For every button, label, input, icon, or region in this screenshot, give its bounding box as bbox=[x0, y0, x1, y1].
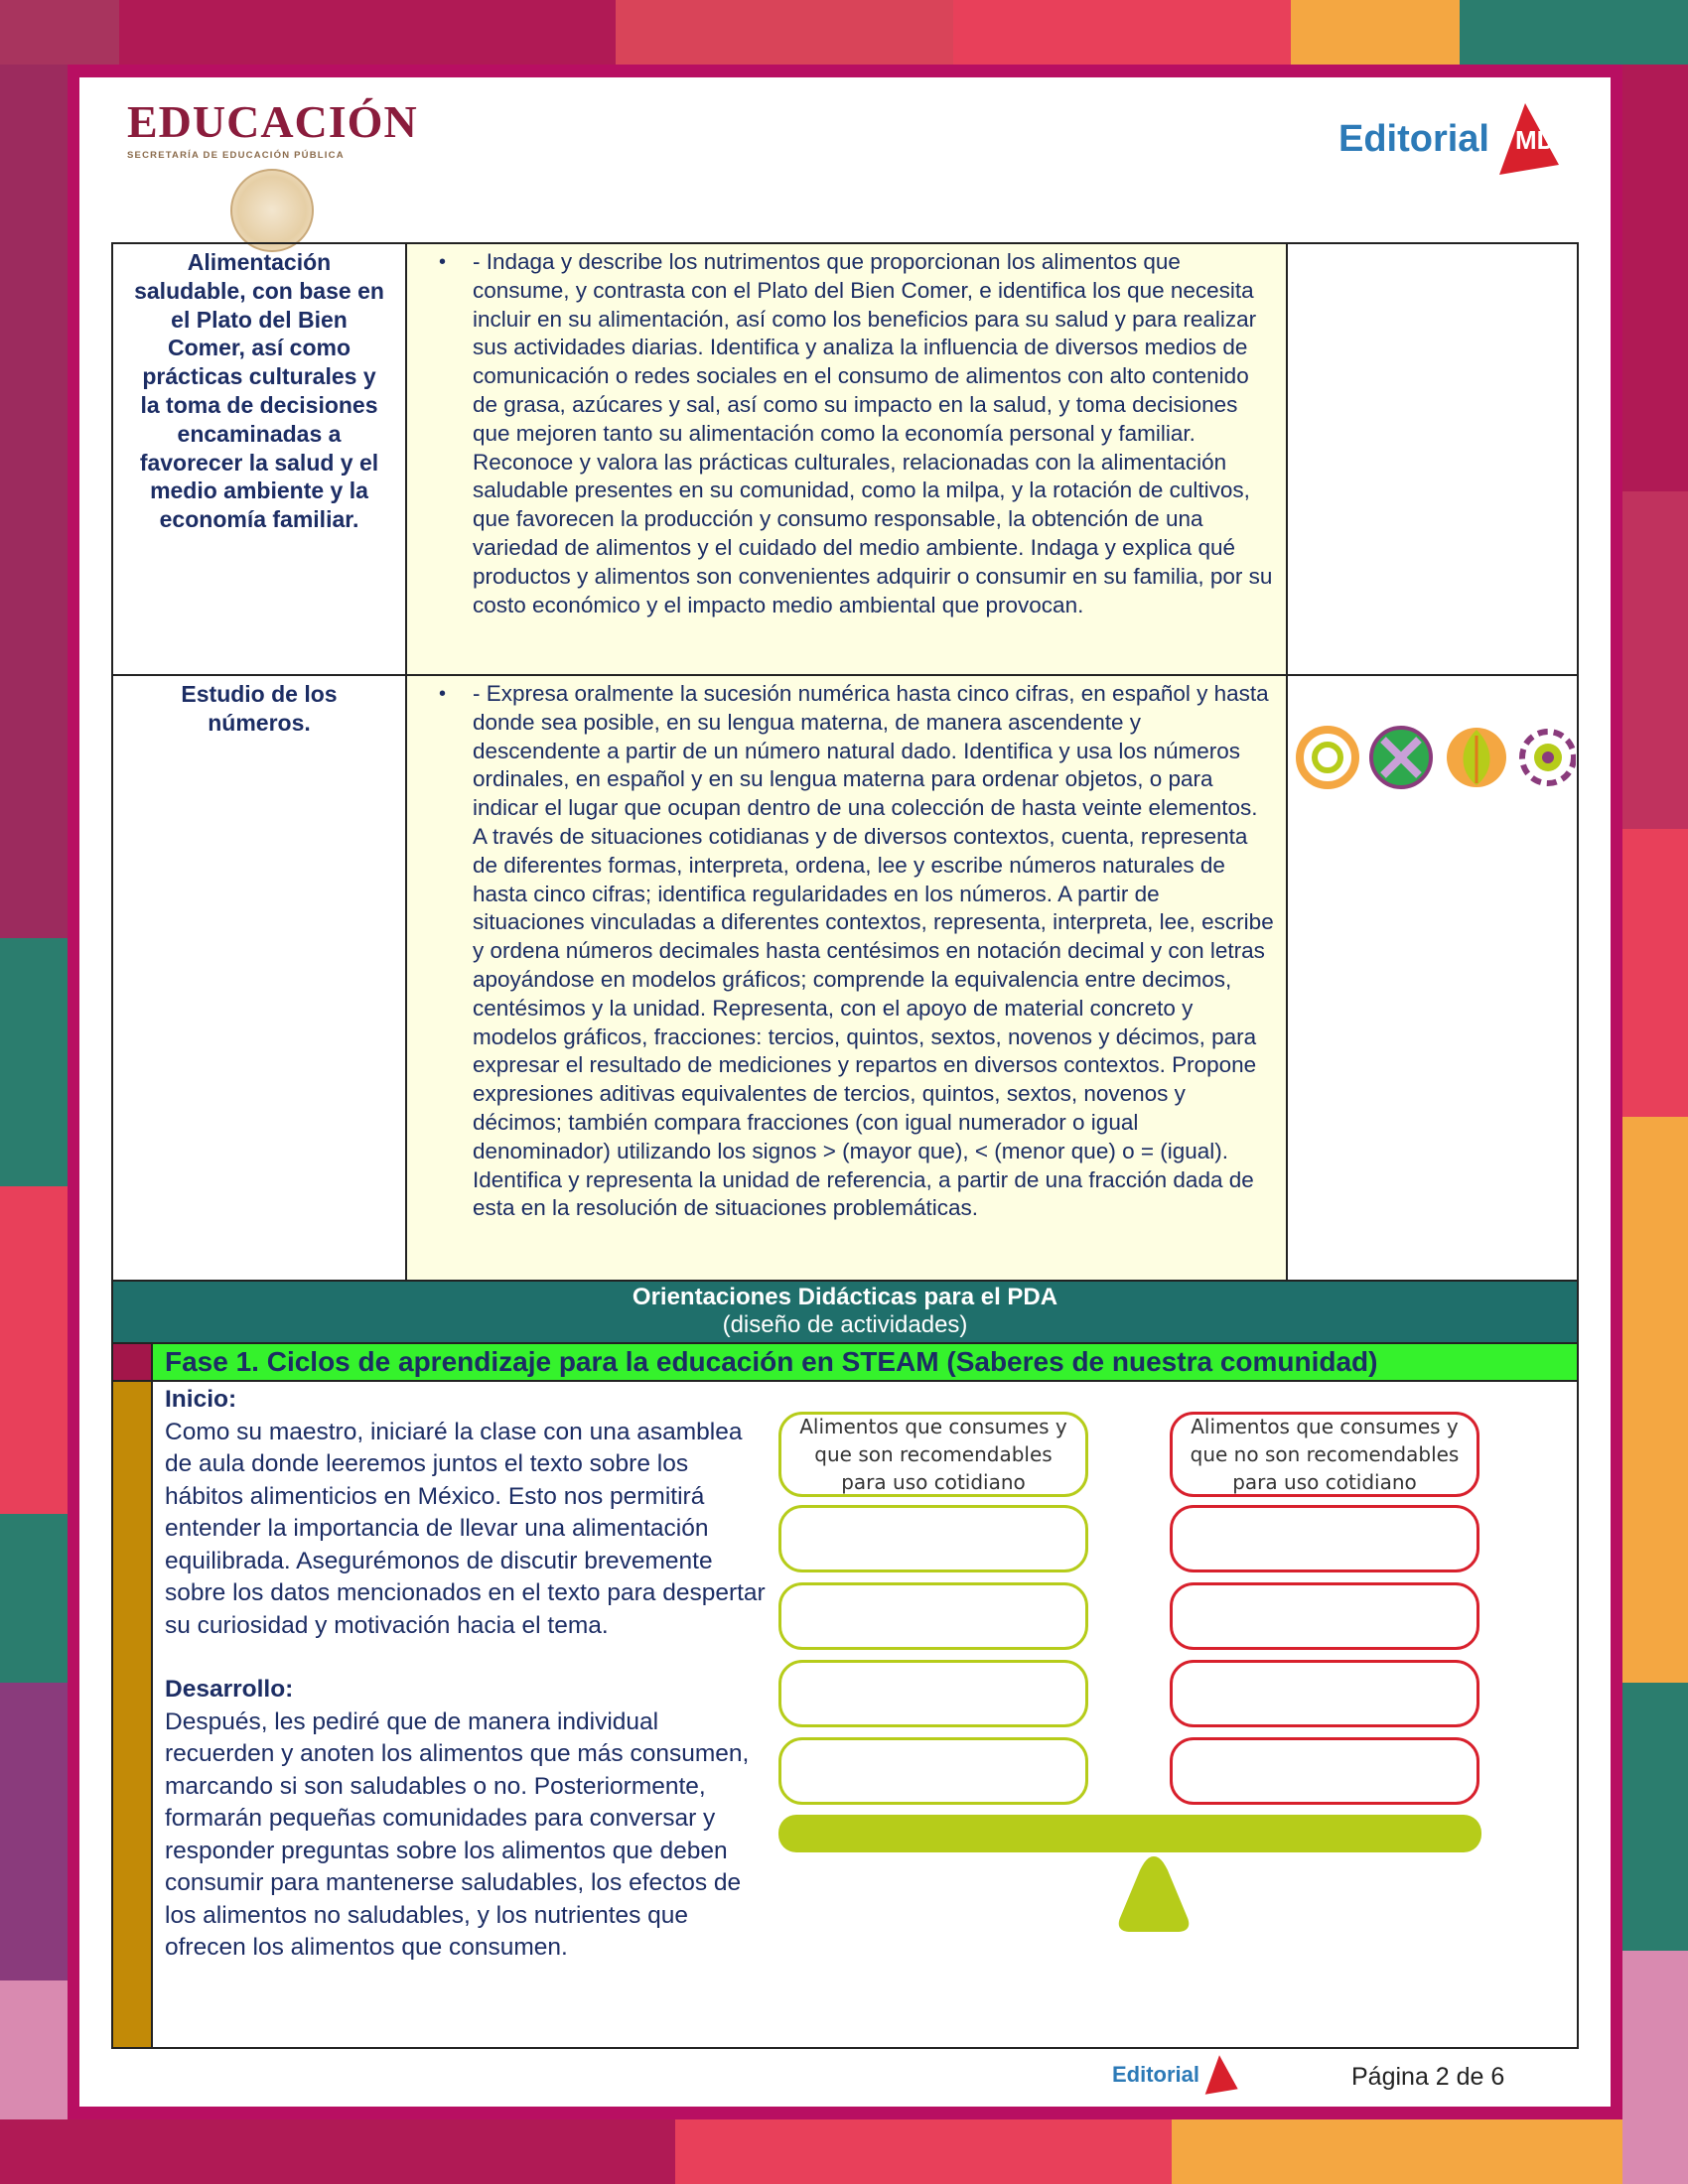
balance-fulcrum-icon bbox=[1114, 1852, 1194, 1936]
balance-worksheet bbox=[153, 1382, 1577, 2047]
content-cell: Estudio de los números. bbox=[113, 676, 407, 1280]
not-recommended-food-slot[interactable] bbox=[1170, 1660, 1479, 1727]
pda-text: - Expresa oralmente la sucesión numérica hasta cinco cifras, en español y hasta donde sea posible, en su lengua materna, de manera ascendente y descendente a partir de un número natural dado. Identifica y usa los números ordinales, en español y en su lengua materna para ordenar objetos, o para indicar el lugar que ocupan dentro de una colección de hasta veinte elementos. A través de situaciones cotidianas y de diversos contextos, cuenta, representa de diferentes formas, interpreta, ordena, lee y escribe números naturales de hasta cinco cifras; identifica regularidades en los números. A partir de situaciones vinculadas a diferentes contextos, representa, interpreta, lee, escribe y ordena números decimales hasta centésimos en notación decimal y con letras apoyándose en modelos gráficos; comprende la equivalencia entre decimos, centésimos y la unidad. Representa, con el apoyo de material concreto y modelos gráficos, fracciones: tercios, quintos, sextos, novenos y décimos, para expresar el resultado de mediciones y repartos en diversos contextos. Propone expresiones aditivas equivalentes de tercios, quintos, sextos, novenos y décimos; también compara fracciones (con igual numerador o igual denominador) utilizando los signos > (mayor que), < (menor que) o = (igual). Identifica y representa la unidad de referencia, a partir de una fracción dada de esta en la resolución de situaciones problemáticas. bbox=[473, 681, 1274, 1221]
orientaciones-title: Orientaciones Didácticas para el PDA bbox=[632, 1284, 1058, 1310]
footer-editorial-logo bbox=[1112, 2053, 1239, 2097]
sep-subtitle: SECRETARÍA DE EDUCACIÓN PÚBLICA bbox=[127, 150, 345, 161]
fase-marker bbox=[113, 1344, 153, 1380]
recommended-foods-header: Alimentos que consumes y que son recomendables para uso cotidiano bbox=[778, 1412, 1088, 1497]
axes-cell bbox=[1288, 244, 1577, 674]
cross-arrows-icon bbox=[1371, 728, 1431, 787]
balance-beam bbox=[778, 1815, 1481, 1852]
document-page bbox=[79, 77, 1611, 2107]
inicio-heading: Inicio: bbox=[165, 1386, 237, 1413]
bg-tile bbox=[1460, 0, 1688, 65]
editorial-logo-text: Editorial bbox=[1337, 117, 1489, 160]
bg-tile bbox=[0, 65, 68, 938]
bg-tile bbox=[616, 0, 953, 65]
bg-tile bbox=[0, 0, 119, 65]
md-triangle-icon bbox=[1489, 99, 1561, 179]
not-recommended-food-slot[interactable] bbox=[1170, 1505, 1479, 1572]
bg-tile bbox=[953, 0, 1291, 65]
bullet: • bbox=[439, 251, 447, 273]
editorial-md-logo bbox=[1338, 99, 1561, 179]
fase-row bbox=[113, 1344, 1577, 1382]
inicio-text: Como su maestro, iniciaré la clase con una asamblea de aula donde leeremos juntos el texto sobre los hábitos alimenticios en México. Esto nos permitirá entender la importancia de llevar una alimentación equilibrada. Asegurémonos de discutir brevemente sobre los datos mencionados en el texto para despertar su curiosidad y motivación hacia el tema. bbox=[165, 1418, 766, 1639]
not-recommended-foods-header: Alimentos que consumes y que no son recomendables para uso cotidiano bbox=[1170, 1412, 1479, 1497]
desarrollo-heading: Desarrollo: bbox=[165, 1676, 294, 1703]
splash-icon bbox=[1522, 732, 1574, 783]
bg-tile bbox=[0, 938, 68, 1186]
activity-side-bar bbox=[113, 1382, 153, 2047]
bg-tile bbox=[1622, 829, 1688, 1117]
desarrollo-text: Después, les pediré que de manera individual recuerden y anoten los alimentos que más consumen, marcando si son saludables o no. Posteriormente, formarán pequeñas comunidades para conversar y responder preguntas sobre los alimentos que deben consumir para mantenerse saludables, los efectos de los alimentos no saludables, y los nutrientes que ofrecen los alimentos que consumen. bbox=[165, 1707, 750, 1961]
bg-tile bbox=[1622, 65, 1688, 491]
activity-content bbox=[153, 1382, 1577, 2047]
axes-icons bbox=[1288, 716, 1576, 795]
bg-tile bbox=[0, 1186, 68, 1514]
bg-tile bbox=[1622, 1951, 1688, 2184]
content-cell: Alimentación saludable, con base en el Plato del Bien Comer, así como prácticas culturales y la toma de decisiones encaminadas a favorecer la salud y el medio ambiente y la economía familiar. bbox=[113, 244, 407, 674]
bg-tile bbox=[675, 2119, 1172, 2184]
orientaciones-subtitle: (diseño de actividades) bbox=[722, 1311, 968, 1338]
bg-tile bbox=[119, 0, 616, 65]
recommended-food-slot[interactable] bbox=[778, 1737, 1088, 1805]
planning-table bbox=[111, 242, 1579, 2049]
fase-label: Fase 1. Ciclos de aprendizaje para la educación en STEAM (Saberes de nuestra comunidad) bbox=[153, 1344, 1577, 1380]
bg-tile bbox=[1622, 1683, 1688, 1951]
md-triangle-icon bbox=[1199, 2053, 1239, 2097]
bg-tile bbox=[0, 1514, 68, 1683]
recommended-food-slot[interactable] bbox=[778, 1505, 1088, 1572]
axes-cell bbox=[1288, 676, 1577, 1280]
page-number: Página 2 de 6 bbox=[1351, 2063, 1505, 2091]
leaf-icon bbox=[1447, 728, 1506, 787]
table-row bbox=[113, 676, 1577, 1282]
bg-tile bbox=[1172, 2119, 1622, 2184]
sep-logo bbox=[127, 95, 418, 161]
pda-cell bbox=[407, 676, 1288, 1280]
bg-tile bbox=[0, 1683, 68, 1980]
footer-logo-text: Editorial bbox=[1112, 2062, 1200, 2087]
national-seal-icon bbox=[230, 169, 314, 252]
pda-cell bbox=[407, 244, 1288, 674]
bg-tile bbox=[1622, 491, 1688, 829]
orientaciones-header bbox=[113, 1282, 1577, 1344]
recommended-food-slot[interactable] bbox=[778, 1582, 1088, 1650]
pda-text: - Indaga y describe los nutrimentos que proporcionan los alimentos que consume, y contrasta con el Plato del Bien Comer, e identifica los que necesita incluir en su alimentación, así como los beneficios para su salud y para realizar sus actividades diarias. Identifica y analiza la influencia de diversos medios de comunicación o redes sociales en el consumo de alimentos con alto contenido de grasa, azúcares y sal, así como su impacto en la salud, y toma decisiones que mejoren tanto su alimentación como la economía personal y familiar. Reconoce y valora las prácticas culturales, relacionadas con la alimentación saludable presentes en su comunidad, como la milpa, y la rotación de cultivos, que favorecen la producción y consumo responsable, la obtención de una variedad de alimentos y el cuidado del medio ambiente. Indaga y explica qué productos y alimentos son convenientes adquirir o consumir en su familia, por su costo económico y el impacto medio ambiental que provocan. bbox=[473, 249, 1273, 617]
not-recommended-food-slot[interactable] bbox=[1170, 1582, 1479, 1650]
bg-tile bbox=[1291, 0, 1460, 65]
bg-tile bbox=[0, 2119, 675, 2184]
not-recommended-food-slot[interactable] bbox=[1170, 1737, 1479, 1805]
bullet: • bbox=[439, 683, 447, 705]
table-row bbox=[113, 244, 1577, 676]
activity-section bbox=[113, 1382, 1577, 2047]
bg-tile bbox=[1622, 1117, 1688, 1683]
recommended-food-slot[interactable] bbox=[778, 1660, 1088, 1727]
spiral-icon bbox=[1300, 730, 1355, 785]
sep-title: EDUCACIÓN bbox=[127, 96, 418, 147]
md-logo-mark: MD bbox=[1515, 125, 1556, 155]
